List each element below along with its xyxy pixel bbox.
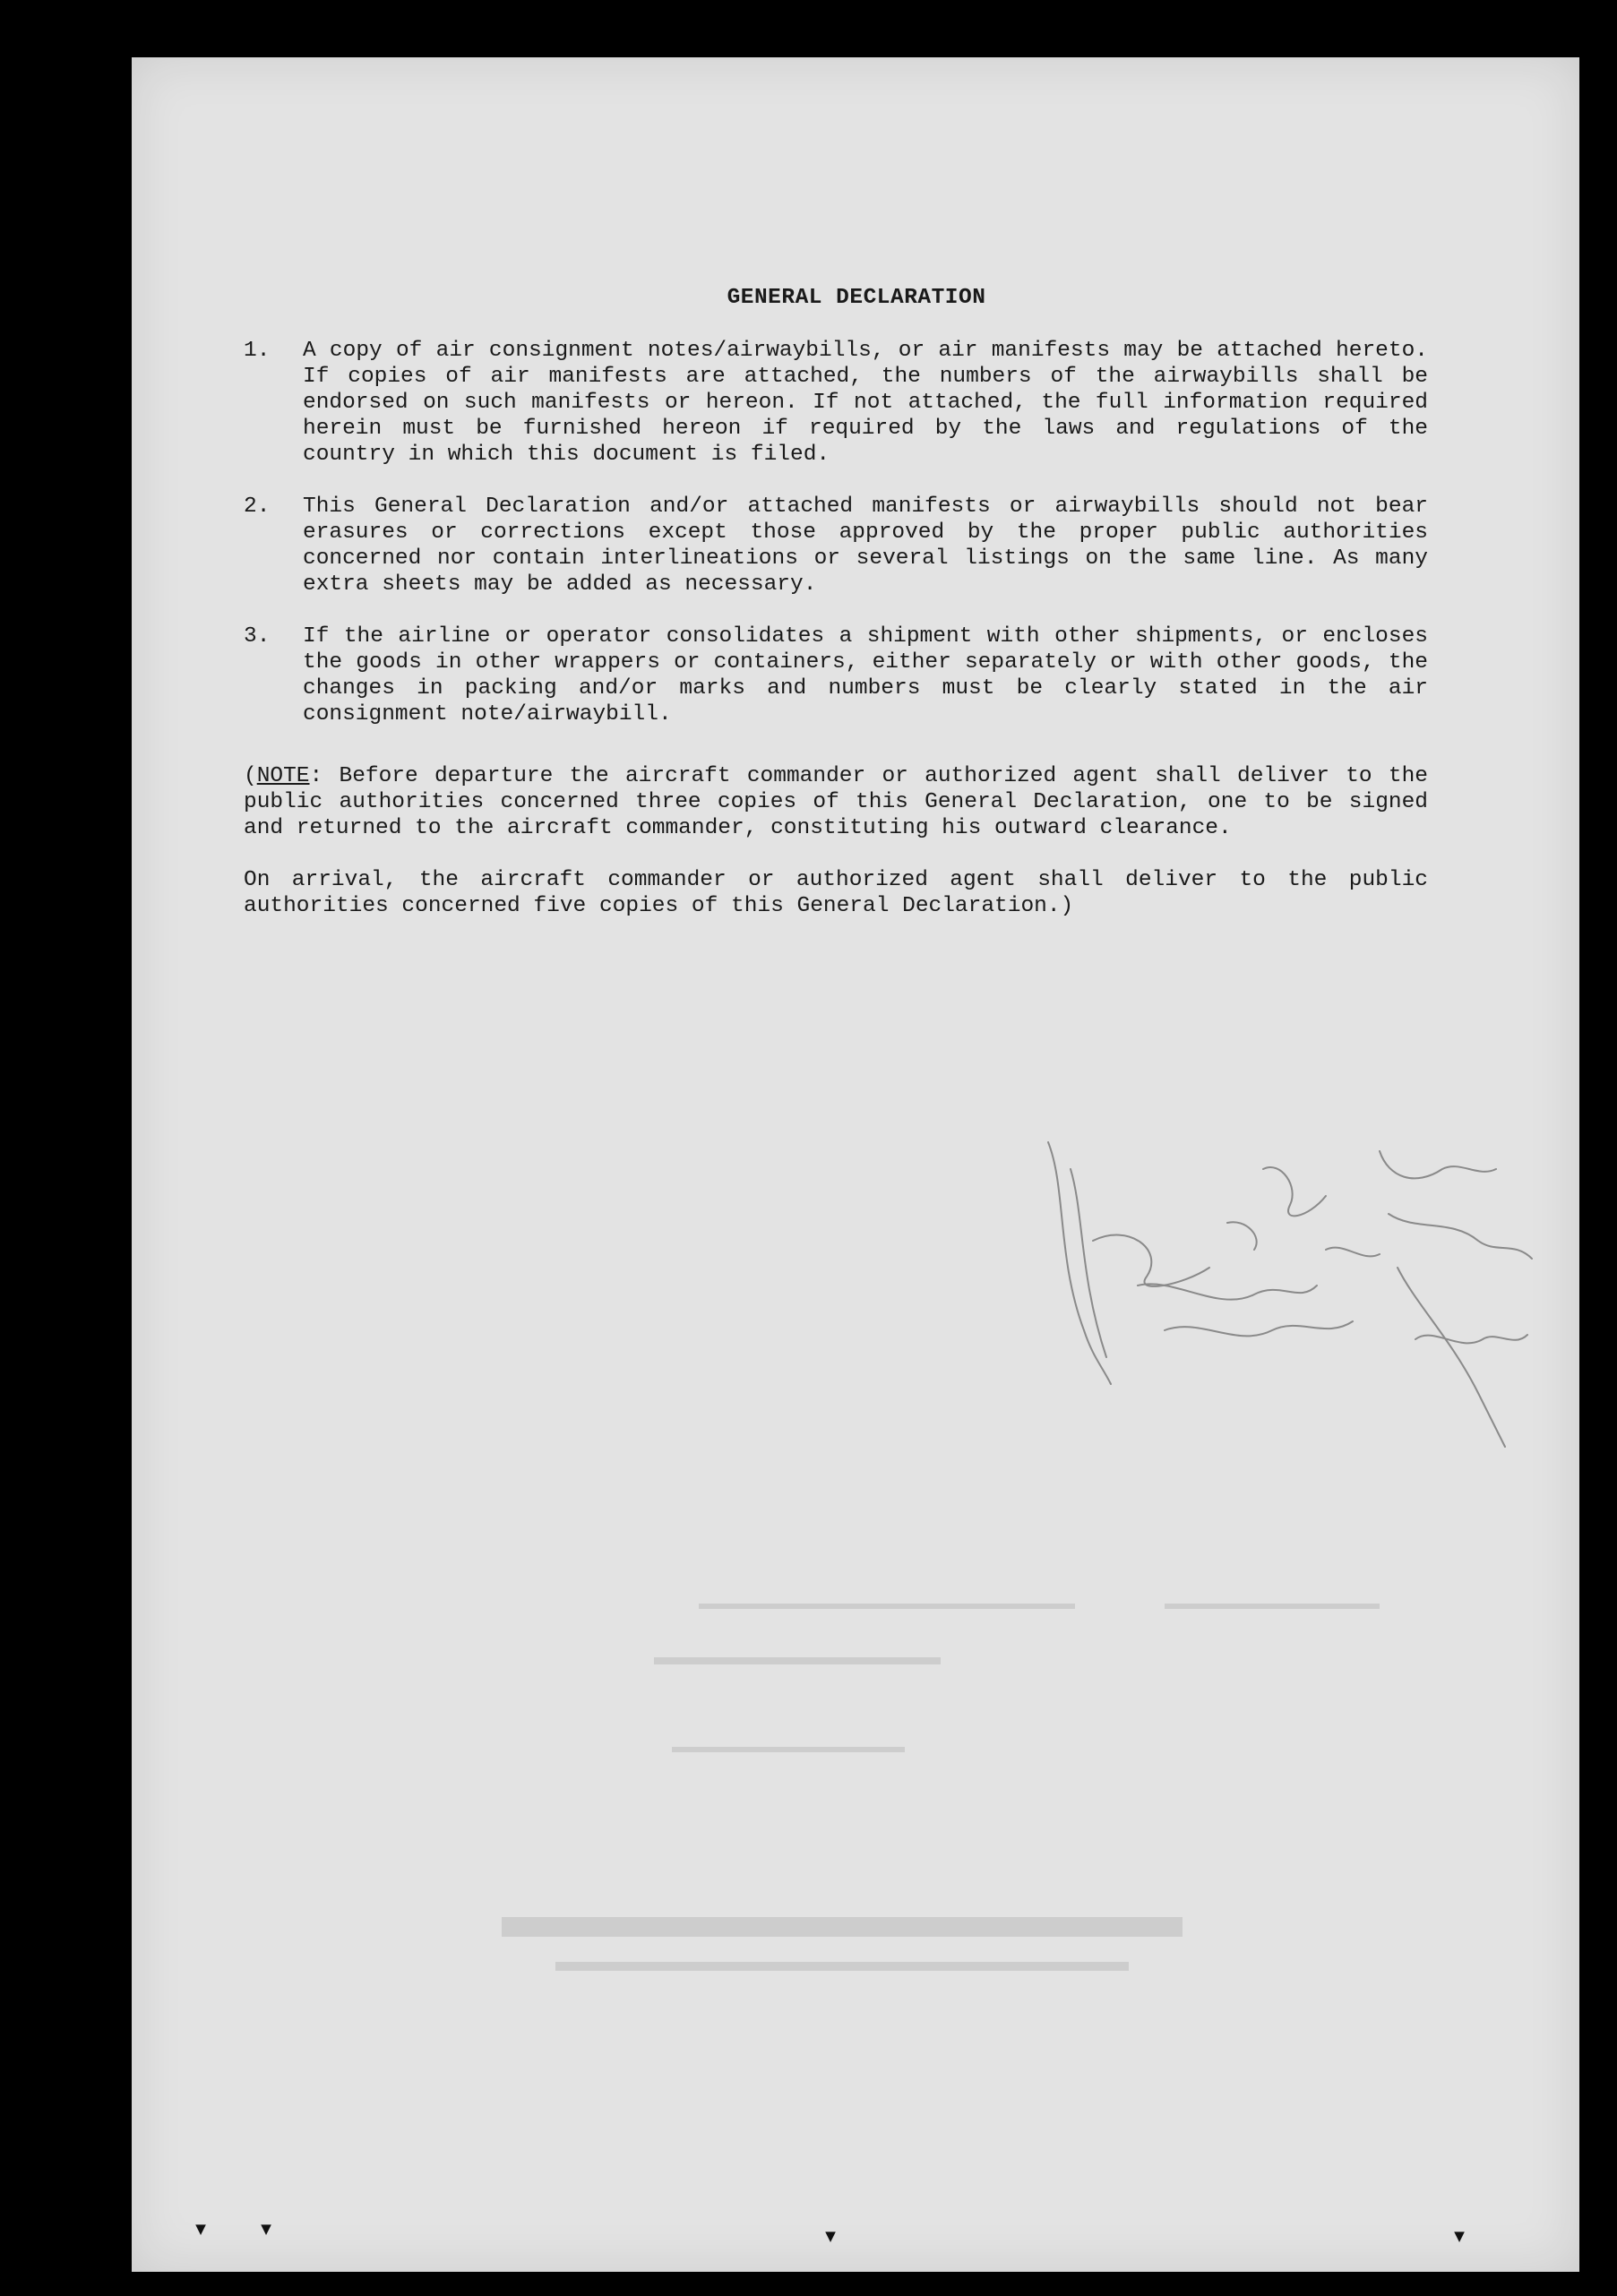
arrival-paragraph: On arrival, the aircraft commander or authorized agent shall deliver to the public authorities concerned five copies of this General Declaration.) — [244, 868, 1428, 918]
scan-speck: ▾ — [193, 2215, 210, 2246]
item-text: A copy of air consignment notes/airwaybills, or air manifests may be attached hereto. If copies of air manifests are attached, the numbers of the airwaybills shall be endorsed on such manifests or hereon. If not attached, the full information required herein must be furnished hereon if required by the laws and regulations of the country in which this document is filed. — [303, 339, 1428, 467]
item-number: 1. — [244, 339, 271, 363]
scan-speck: ▾ — [1451, 2223, 1468, 2253]
scan-speck: ▾ — [822, 2223, 839, 2253]
document-title: GENERAL DECLARATION — [727, 286, 986, 310]
document-body — [244, 285, 1428, 919]
item-number: 3. — [244, 624, 271, 649]
list-item — [244, 623, 1428, 727]
note-open-paren: ( — [244, 764, 257, 788]
item-text: If the airline or operator consolidates a shipment with other shipments, or encloses the goods in other wrappers or containers, either separately or with other goods, the changes in packing and/or marks and numbers must be clearly stated in the air consignment note/airwaybill. — [303, 624, 1428, 727]
list-item — [244, 494, 1428, 598]
note-paragraph — [244, 763, 1428, 841]
scan-speck: ▾ — [258, 2215, 275, 2246]
signature-scrawl — [1030, 1133, 1550, 1474]
note-text: : Before departure the aircraft commander or authorized agent shall deliver to the public authorities concerned three copies of this General Declaration, one to be signed and returned to the aircraft commander, constituting his outward clearance. — [244, 764, 1428, 840]
note-label: NOTE — [256, 764, 310, 788]
item-text: This General Declaration and/or attached manifests or airwaybills should not bear erasures or corrections except those approved by the proper public authorities concerned nor contain interlineations or several listings on the same line. As many extra sheets may be added as necessary. — [303, 494, 1428, 597]
item-number: 2. — [244, 494, 271, 519]
list-item — [244, 338, 1428, 468]
bleed-through-marks — [502, 1604, 1577, 2051]
